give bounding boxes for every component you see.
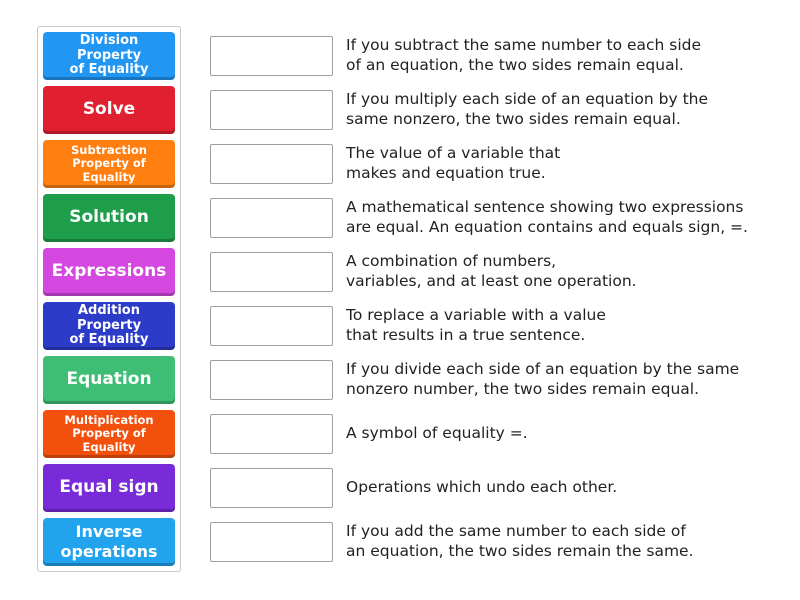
definition-7: If you divide each side of an equation by the same nonzero number, the two sides remain equal. [346, 360, 740, 398]
answer-tile-solution[interactable]: Solution [43, 194, 175, 242]
answer-tile-inverse-operations[interactable]: Inverse operations [43, 518, 175, 566]
drop-box-6[interactable] [210, 306, 333, 346]
answer-tile-addition-property[interactable]: Addition Property of Equality [43, 302, 175, 350]
answer-tile-division-property[interactable]: Division Property of Equality [43, 32, 175, 80]
drop-box-3[interactable] [210, 144, 333, 184]
drop-box-4[interactable] [210, 198, 333, 238]
drop-box-5[interactable] [210, 252, 333, 292]
definition-10: If you add the same number to each side of an equation, the two sides remain the same. [346, 522, 694, 560]
drop-box-8[interactable] [210, 414, 333, 454]
drop-box-10[interactable] [210, 522, 333, 562]
definition-9: Operations which undo each other. [346, 478, 618, 496]
answer-tile-equal-sign[interactable]: Equal sign [43, 464, 175, 512]
answer-tile-solve[interactable]: Solve [43, 86, 175, 134]
definition-2: If you multiply each side of an equation by the same nonzero, the two sides remain equal. [346, 90, 709, 128]
definition-1: If you subtract the same number to each side of an equation, the two sides remain equal. [346, 36, 702, 74]
definition-6: To replace a variable with a value that results in a true sentence. [346, 306, 606, 344]
definition-3: The value of a variable that makes and equation true. [346, 144, 561, 182]
answer-tile-subtraction-property[interactable]: Subtraction Property of Equality [43, 140, 175, 188]
answer-tile-equation[interactable]: Equation [43, 356, 175, 404]
definition-4: A mathematical sentence showing two expressions are equal. An equation contains and equals sign, =. [346, 198, 748, 236]
drop-box-1[interactable] [210, 36, 333, 76]
answer-tile-multiplication-property[interactable]: Multiplication Property of Equality [43, 410, 175, 458]
drop-box-2[interactable] [210, 90, 333, 130]
drop-box-9[interactable] [210, 468, 333, 508]
answer-tile-expressions[interactable]: Expressions [43, 248, 175, 296]
drop-box-7[interactable] [210, 360, 333, 400]
definition-5: A combination of numbers, variables, and at least one operation. [346, 252, 637, 290]
definition-8: A symbol of equality =. [346, 424, 528, 442]
